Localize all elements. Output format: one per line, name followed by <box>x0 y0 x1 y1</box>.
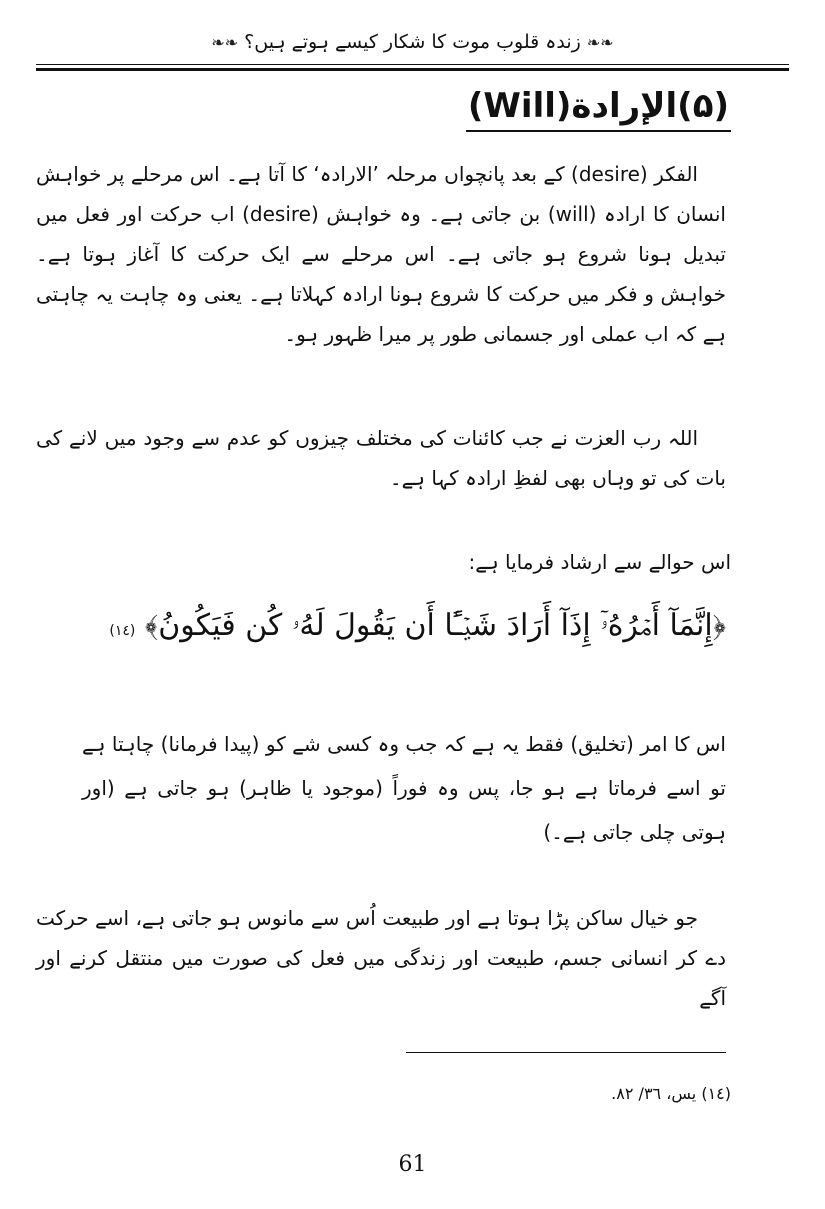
running-header-title: زندہ قلوب موت کا شکار کیسے ہوتے ہیں؟ <box>244 31 581 53</box>
quran-verse-text: ﴿إِنَّمَآ أَمۡرُهُۥٓ إِذَآ أَرَادَ شَيۡـًٔا أَن يَقُولَ لَهُۥ كُن فَيَكُونُ﴾ <box>144 608 726 643</box>
page-number: 61 <box>398 1152 427 1177</box>
paragraph-1: الفکر (desire) کے بعد پانچواں مرحلہ ’الارادہ‘ کا آتا ہے۔ اس مرحلے پر خواہش انسان کا ارادہ (will) بن جاتی ہے۔ وہ خواہش (desire) اب حرکت اور فعل میں تبدیل ہونا شروع ہو جاتی ہے۔ اس مرحلے سے ایک حرکت کا آغاز ہوتا ہے۔ خواہش و فکر میں حرکت کا شروع ہونا ارادہ کہلاتا ہے۔ یعنی وہ چاہت یہ چاہتی ہے کہ اب عملی اور جسمانی طور پر میرا ظہور ہو۔ <box>36 162 726 346</box>
paragraph-2: اللہ رب العزت نے جب کائنات کی مختلف چیزوں کو عدم سے وجود میں لانے کی بات کی تو وہاں بھی لفظِ ارادہ کہا ہے۔ <box>36 426 726 490</box>
running-header <box>30 22 795 62</box>
footnote-reference: (١٤) <box>109 623 136 639</box>
quran-verse <box>80 598 726 659</box>
verse-translation: اس کا امر (تخلیق) فقط یہ ہے کہ جب وہ کسی شے کو (پیدا فرمانا) چاہتا ہے تو اسے فرماتا ہے ہو جا، پس وہ فوراً (موجود یا ظاہر) ہو جاتی ہے (اور ہوتی چلی جاتی ہے۔) <box>82 732 726 844</box>
header-rule-thin <box>36 64 789 65</box>
footnote: (١٤) يس، ٣٦/ ٨٢. <box>611 1084 731 1103</box>
verse-intro: اس حوالے سے ارشاد فرمایا ہے: <box>468 550 731 574</box>
closing-paragraph: جو خیال ساکن پڑا ہوتا ہے اور طبیعت اُس سے مانوس ہو جاتی ہے، اسے حرکت دے کر انسانی جسم، طبیعت اور زندگی میں فعل کی صورت میں منتقل کرنے اور آگے <box>36 906 726 1010</box>
footnote-divider <box>406 1052 726 1053</box>
header-rule-thick <box>36 68 789 71</box>
ornament-left: ❧❧ <box>211 32 239 52</box>
ornament-right: ❧❧ <box>586 32 614 52</box>
section-heading: (۵)الإرادة(Will) <box>466 86 731 132</box>
